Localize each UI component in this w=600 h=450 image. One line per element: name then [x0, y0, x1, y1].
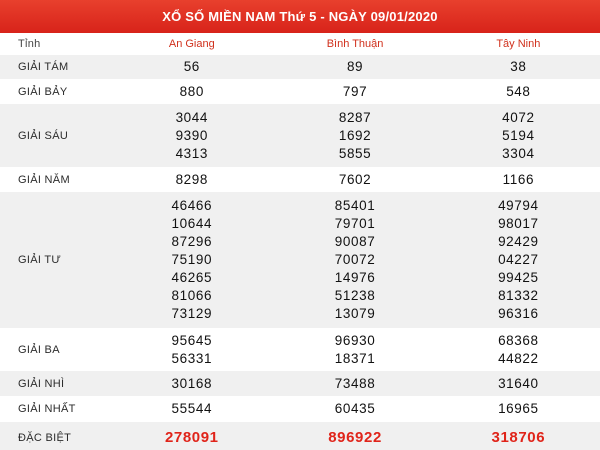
prize-cell-giai-ba-an-giang: [110, 328, 273, 371]
prize-cell-dac-biet-tay-ninh: [437, 422, 600, 450]
winning-number: 30168: [171, 375, 213, 391]
prize-cell-giai-tu-an-giang: [110, 192, 273, 328]
prize-cell-giai-bay-binh-thuan: [273, 79, 436, 104]
prize-cell-giai-nhi-tay-ninh: [437, 371, 600, 396]
winning-number: 81066: [171, 288, 213, 303]
winning-number: 04227: [498, 252, 539, 267]
winning-number: 81332: [498, 288, 539, 303]
winning-number: 548: [506, 83, 531, 99]
winning-number: 3304: [502, 145, 535, 161]
winning-number: 1166: [502, 171, 535, 187]
prize-row-giai-tu: [0, 192, 600, 328]
winning-number: 89: [346, 59, 364, 74]
prize-cell-giai-nam-tay-ninh: [437, 167, 600, 192]
winning-number: 8298: [175, 171, 209, 187]
prize-label-giai-ba: GIẢI BA: [18, 343, 60, 356]
winning-number: 7602: [338, 171, 372, 187]
prize-label-giai-nam: GIẢI NĂM: [18, 173, 70, 186]
prize-row-giai-nam: [0, 167, 600, 192]
winning-number: 75190: [171, 252, 213, 267]
prize-cell-giai-nam-binh-thuan: [273, 167, 436, 192]
prize-label-giai-tu: GIẢI TƯ: [18, 254, 62, 266]
winning-number: 99425: [498, 270, 539, 285]
prize-label-giai-nhat: GIẢI NHẤT: [18, 403, 76, 415]
winning-number: 5194: [502, 127, 535, 143]
winning-number: 4313: [175, 145, 209, 161]
winning-number: 31640: [498, 375, 539, 391]
winning-number: 55544: [171, 401, 213, 416]
prize-row-giai-tam: [0, 55, 600, 79]
province-header-tay-ninh[interactable]: Tây Ninh: [496, 38, 541, 50]
prize-cell-giai-sau-an-giang: [110, 104, 273, 167]
winning-number: 4072: [502, 109, 535, 125]
winning-number: 96930: [334, 332, 376, 348]
prize-label-giai-nhi: GIẢI NHÌ: [18, 377, 65, 390]
prize-cell-giai-sau-tay-ninh: [437, 104, 600, 167]
winning-number: 73129: [171, 306, 213, 321]
prize-cell-giai-tu-binh-thuan: [273, 192, 436, 328]
winning-number: 16965: [498, 401, 539, 416]
province-column-label: Tỉnh: [18, 38, 41, 50]
winning-number: 318706: [491, 428, 546, 446]
table-header-row: [0, 33, 600, 55]
winning-number: 51238: [334, 288, 376, 303]
winning-number: 1692: [338, 127, 372, 143]
winning-number: 49794: [498, 198, 539, 213]
prize-cell-giai-nhi-binh-thuan: [273, 371, 436, 396]
winning-number: 60435: [334, 401, 376, 416]
winning-number: 5855: [338, 145, 372, 161]
prize-cell-giai-tu-tay-ninh: [437, 192, 600, 328]
prize-row-giai-nhat: [0, 396, 600, 422]
prize-cell-giai-nhi-an-giang: [110, 371, 273, 396]
winning-number: 13079: [334, 306, 376, 321]
prize-cell-giai-bay-tay-ninh: [437, 79, 600, 104]
prize-cell-giai-ba-binh-thuan: [273, 328, 436, 371]
winning-number: 96316: [498, 306, 539, 321]
winning-number: 56331: [171, 350, 213, 366]
prize-cell-giai-ba-tay-ninh: [437, 328, 600, 371]
winning-number: 278091: [164, 428, 219, 446]
prize-label-dac-biet: ĐẶC BIỆT: [18, 431, 72, 444]
winning-number: 9390: [175, 127, 209, 143]
winning-number: 90087: [334, 234, 376, 249]
prize-label-giai-bay: GIẢI BẢY: [18, 85, 68, 98]
prize-label-giai-sau: GIẢI SÁU: [18, 129, 69, 142]
prize-cell-giai-tam-binh-thuan: [273, 55, 436, 79]
prize-rows: [0, 55, 600, 450]
prize-cell-giai-nam-an-giang: [110, 167, 273, 192]
results-table: [0, 33, 600, 450]
results-title: XỔ SỐ MIỀN NAM Thứ 5 - NGÀY 09/01/2020: [0, 0, 600, 33]
prize-cell-dac-biet-binh-thuan: [273, 422, 436, 450]
winning-number: 14976: [334, 270, 376, 285]
prize-row-giai-ba: [0, 328, 600, 371]
winning-number: 95645: [171, 332, 213, 348]
prize-cell-giai-nhat-an-giang: [110, 396, 273, 422]
prize-cell-giai-sau-binh-thuan: [273, 104, 436, 167]
winning-number: 68368: [498, 332, 539, 348]
winning-number: 79701: [334, 216, 376, 231]
winning-number: 87296: [171, 234, 213, 249]
prize-cell-giai-nhat-binh-thuan: [273, 396, 436, 422]
winning-number: 46265: [171, 270, 213, 285]
prize-cell-dac-biet-an-giang: [110, 422, 273, 450]
winning-number: 797: [342, 83, 368, 99]
prize-cell-giai-tam-tay-ninh: [437, 55, 600, 79]
prize-cell-giai-bay-an-giang: [110, 79, 273, 104]
winning-number: 92429: [498, 234, 539, 249]
prize-row-giai-bay: [0, 79, 600, 104]
prize-cell-giai-nhat-tay-ninh: [437, 396, 600, 422]
province-header-an-giang[interactable]: An Giang: [168, 38, 215, 50]
winning-number: 56: [183, 59, 200, 74]
winning-number: 3044: [175, 109, 209, 125]
winning-number: 18371: [334, 350, 376, 366]
winning-number: 8287: [338, 109, 372, 125]
winning-number: 46466: [171, 198, 213, 213]
winning-number: 73488: [334, 375, 376, 391]
winning-number: 10644: [171, 216, 213, 231]
winning-number: 70072: [334, 252, 376, 267]
winning-number: 880: [179, 83, 204, 99]
prize-row-dac-biet: [0, 422, 600, 450]
prize-label-giai-tam: GIẢI TÁM: [18, 61, 69, 73]
winning-number: 98017: [498, 216, 539, 231]
winning-number: 896922: [328, 428, 382, 446]
winning-number: 85401: [334, 198, 376, 213]
province-header-binh-thuan[interactable]: Bình Thuận: [326, 38, 384, 50]
winning-number: 44822: [498, 350, 539, 366]
prize-row-giai-sau: [0, 104, 600, 167]
prize-cell-giai-tam-an-giang: [110, 55, 273, 79]
prize-row-giai-nhi: [0, 371, 600, 396]
winning-number: 38: [510, 59, 527, 74]
